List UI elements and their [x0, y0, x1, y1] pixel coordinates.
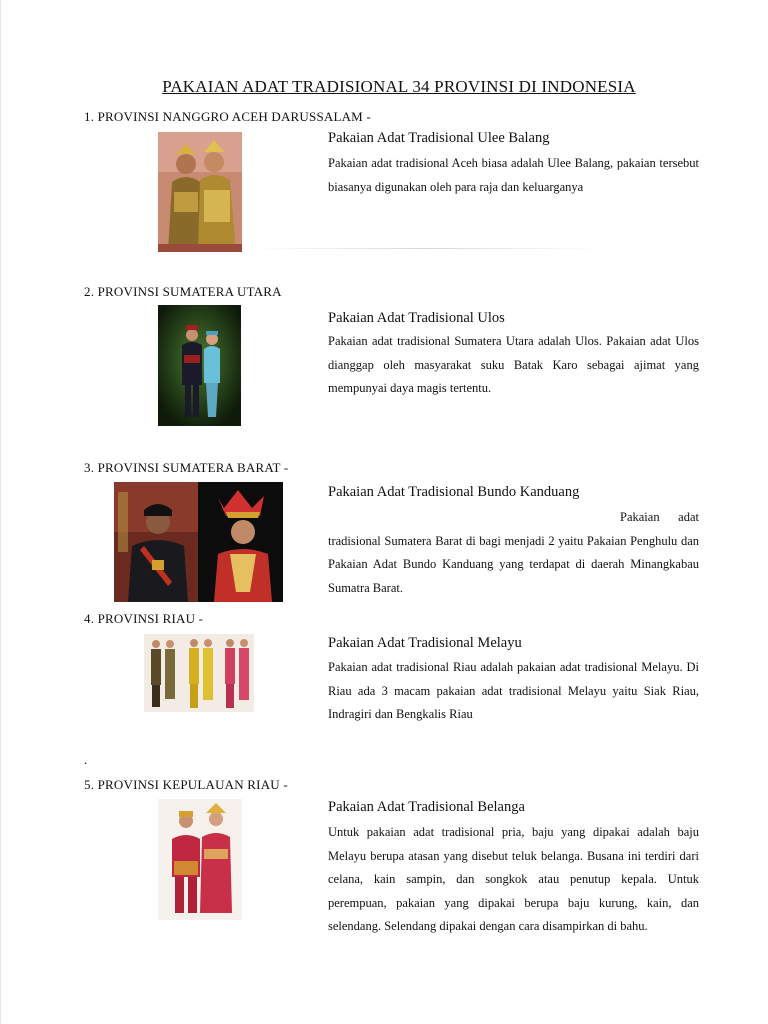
costume-title-bundo-kanduang: Pakaian Adat Tradisional Bundo Kanduang	[328, 484, 580, 500]
province-heading-sumatera-barat: 3. PROVINSI SUMATERA BARAT -	[84, 460, 289, 475]
aceh-couple-photo	[158, 132, 242, 252]
costume-description-kepulauan-riau: Untuk pakaian adat tradisional pria, baju yang dipakai adalah baju Melayu berupa atasan yang disebut teluk belanga. Busana ini terdiri dari celana, kain sampin, dan songkok atau penutup kepala. Untuk perempuan, pakaian yang dipakai berupa baju kurung, kain, dan selendang. Selendang dipakai dengan cara disampirkan di bahu.	[328, 825, 699, 934]
sumut-couple-photo	[158, 305, 241, 426]
stray-dot: .	[84, 752, 88, 767]
document-title: PAKAIAN ADAT TRADISIONAL 34 PROVINSI DI INDONESIA	[162, 77, 636, 96]
province-heading-sumatera-utara: 2. PROVINSI SUMATERA UTARA	[84, 284, 282, 299]
costume-title-belanga: Pakaian Adat Tradisional Belanga	[328, 799, 525, 815]
province-heading-riau: 4. PROVINSI RIAU -	[84, 611, 204, 626]
costume-description-sumatera-utara: Pakaian adat tradisional Sumatera Utara adalah Ulos. Pakaian adat Ulos dianggap oleh masyarakat suku Batak Karo sebagai ajimat yang mempunyai daya magis tertentu.	[328, 334, 699, 396]
costume-description-riau: Pakaian adat tradisional Riau adalah pakaian adat tradisional Melayu. Di Riau ada 3 macam pakaian adat tradisional Melayu yaitu Siak Riau, Indragiri dan Bengkalis Riau	[328, 660, 699, 722]
divider-line	[251, 248, 601, 249]
costume-title-ulee-balang: Pakaian Adat Tradisional Ulee Balang	[328, 130, 550, 146]
province-heading-kepulauan-riau: 5. PROVINSI KEPULAUAN RIAU -	[84, 777, 288, 792]
costume-description-aceh: Pakaian adat tradisional Aceh biasa adalah Ulee Balang, pakaian tersebut biasanya digunakan oleh para raja dan keluarganya	[328, 156, 699, 194]
kepri-couple-photo	[158, 799, 242, 920]
riau-three-couples-photo	[144, 634, 254, 712]
costume-title-melayu: Pakaian Adat Tradisional Melayu	[328, 635, 522, 651]
costume-title-ulos: Pakaian Adat Tradisional Ulos	[328, 310, 505, 326]
costume-description-sumatera-barat: Pakaian adat tradisional Sumatera Barat di bagi menjadi 2 yaitu Pakaian Penghulu dan Pakaian Adat Bundo Kanduang yang terdapat di daerah Minangkabau Sumatra Barat.	[328, 510, 699, 595]
province-heading-aceh: 1. PROVINSI NANGGRO ACEH DARUSSALAM -	[84, 109, 371, 124]
sumbar-pair-photo	[114, 482, 283, 602]
